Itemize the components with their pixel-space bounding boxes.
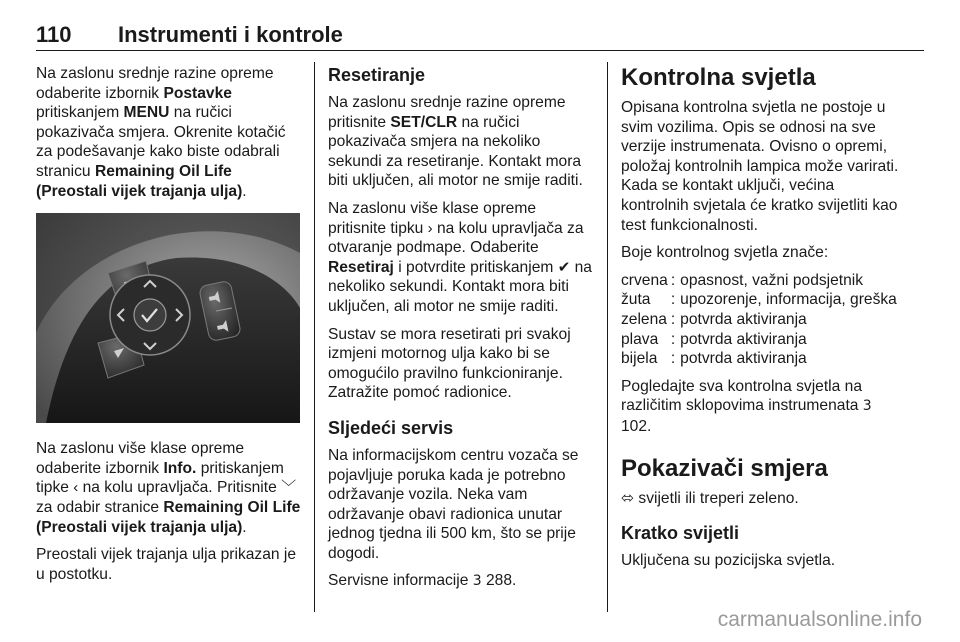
steering-wheel-controls-image [36,213,300,423]
running-head: Instrumenti i kontrole [118,22,343,47]
text: pritiskanjem [36,104,124,122]
text: svijetli ili treperi zeleno. [634,489,799,507]
heading-reset: Resetiranje [328,65,426,85]
heading-control-lights: Kontrolna svjetla [621,64,816,91]
menu-option: Resetiraj [328,258,394,276]
text: na kolu upravljača. Pritisnite [78,479,282,497]
legend-colour: crvena [621,271,668,289]
paragraph-reset-high [328,199,594,317]
legend-separator: : [670,330,676,348]
menu-name: Postavke [163,84,232,102]
legend-colour: žuta [621,291,651,309]
legend-meaning: potvrda aktiviranja [680,330,807,348]
turn-signal-icon: ⬄ [621,488,635,507]
chevron-right-icon: › [427,219,433,237]
checkmark-icon: ✔ [557,258,571,276]
text: pritiskanjem tipke [36,459,284,497]
column-2 [328,64,594,600]
legend-separator: : [670,310,676,328]
page-reference-icon: 3 [472,573,482,590]
text: Na zaslonu srednje razine opreme odaberite izbornik [36,65,274,102]
button-name: SET/CLR [390,113,458,131]
column-divider-2 [607,62,608,612]
paragraph-reset-mid [328,93,594,191]
page-name: Remaining Oil Life (Preostali vijek trajanja ulja) [36,162,243,200]
legend-meaning: potvrda aktiviranja [680,310,807,328]
legend-row [621,310,897,330]
page-reference-icon: 3 [862,398,872,415]
text: na ručici pokazivača smjera na nekoliko sekundi za resetiranje. Kontakt mora biti uključen, ali motor ne smije raditi. [328,113,583,190]
page-name: Remaining Oil Life (Preostali vijek trajanja ulja) [36,498,301,536]
paragraph-lights-ref [621,377,901,437]
heading-short-lights: Kratko svijetli [621,523,740,544]
text: za odabir stranice [36,498,164,516]
legend-row [621,330,897,350]
paragraph-service-message: Na informacijskom centru vozača se pojavljuje poruka kada je potrebno održavanje vozila. Neka vam održavanje obavi radionica unutar jednog tjedna ili 500 km, što se prije dogodi. [328,446,579,562]
legend-separator: : [670,291,676,309]
menu-name: Info. [163,459,197,477]
paragraph-lights-intro: Opisana kontrolna svjetla ne postoje u svim vozilima. Opis se odnosi na sve verzije instrumenata. Ovisno o opremi, položaj kontrolnih lampica može varirati. Kada se kontakt uključi, većina kontrolnih svjetala će kratko svijetliti kao test funkcionalnosti. [621,99,899,234]
paragraph-colour-meaning: Boje kontrolnog svjetla znače: [621,244,829,262]
paragraph-service-ref [328,571,594,592]
paragraph-reset-note: Sustav se mora resetirati pri svakoj izmjeni motornog ulja kako bi se omogućilo pravilno funkcioniranje. Zatražite pomoć radionice. [328,325,571,402]
legend-meaning: potvrda aktiviranja [680,350,807,368]
text: 102. [621,417,652,435]
text: Na zaslonu srednje razine opreme pritisnite [328,94,566,131]
legend-colour: plava [621,330,659,348]
text: i potvrdite pritiskanjem [393,258,558,276]
legend-separator: : [670,350,676,368]
legend-colour: bijela [621,350,658,368]
text: . [242,182,247,200]
paragraph-position-lights: Uključena su pozicijska svjetla. [621,552,836,570]
legend-meaning: upozorenje, informacija, greška [680,291,897,309]
legend-colour: zelena [621,310,667,328]
ok-button [134,299,166,331]
text: na ručici pokazivača smjera. Okrenite kotačić za podešavanje kako biste odabrali stranicu [36,104,286,180]
text: Pogledajte sva kontrolna svjetla na različitim sklopovima instrumenata [621,377,863,415]
heading-turn-signals: Pokazivači smjera [621,454,828,482]
watermark: carmanualsonline.info [717,608,922,631]
button-name: MENU [123,104,170,122]
text: 288. [481,572,517,590]
text: Servisne informacije [328,572,473,590]
legend-separator: : [670,271,676,289]
chevron-down-icon: ﹀ [281,479,297,497]
column-divider-1 [314,62,315,612]
text: Na zaslonu više klase opreme odaberite izbornik [36,440,245,477]
legend-row [621,349,897,369]
page-number: 110 [36,22,72,47]
column-1 [36,64,302,592]
chevron-left-icon: ‹ [73,479,79,497]
text: na nekoliko sekundi. Kontakt mora biti uključen, ali motor ne smije raditi. [328,258,592,315]
column-3 [621,64,901,579]
paragraph-turn-signal [621,489,901,509]
legend-row [621,271,897,291]
paragraph-mid-level-menu [36,64,302,201]
text: na kolu upravljača za otvaranje podmape. Odaberite [328,219,584,257]
header-rule [36,50,924,51]
legend-row [621,290,897,310]
colour-legend [621,271,897,369]
legend-meaning: opasnost, važni podsjetnik [680,271,864,289]
paragraph-percentage: Preostali vijek trajanja ulja prikazan je u postotku. [36,546,297,583]
heading-next-service: Sljedeći servis [328,417,454,438]
text: Na zaslonu više klase opreme pritisnite tipku [328,199,537,237]
text: . [242,518,247,536]
paragraph-high-level-menu [36,439,302,537]
